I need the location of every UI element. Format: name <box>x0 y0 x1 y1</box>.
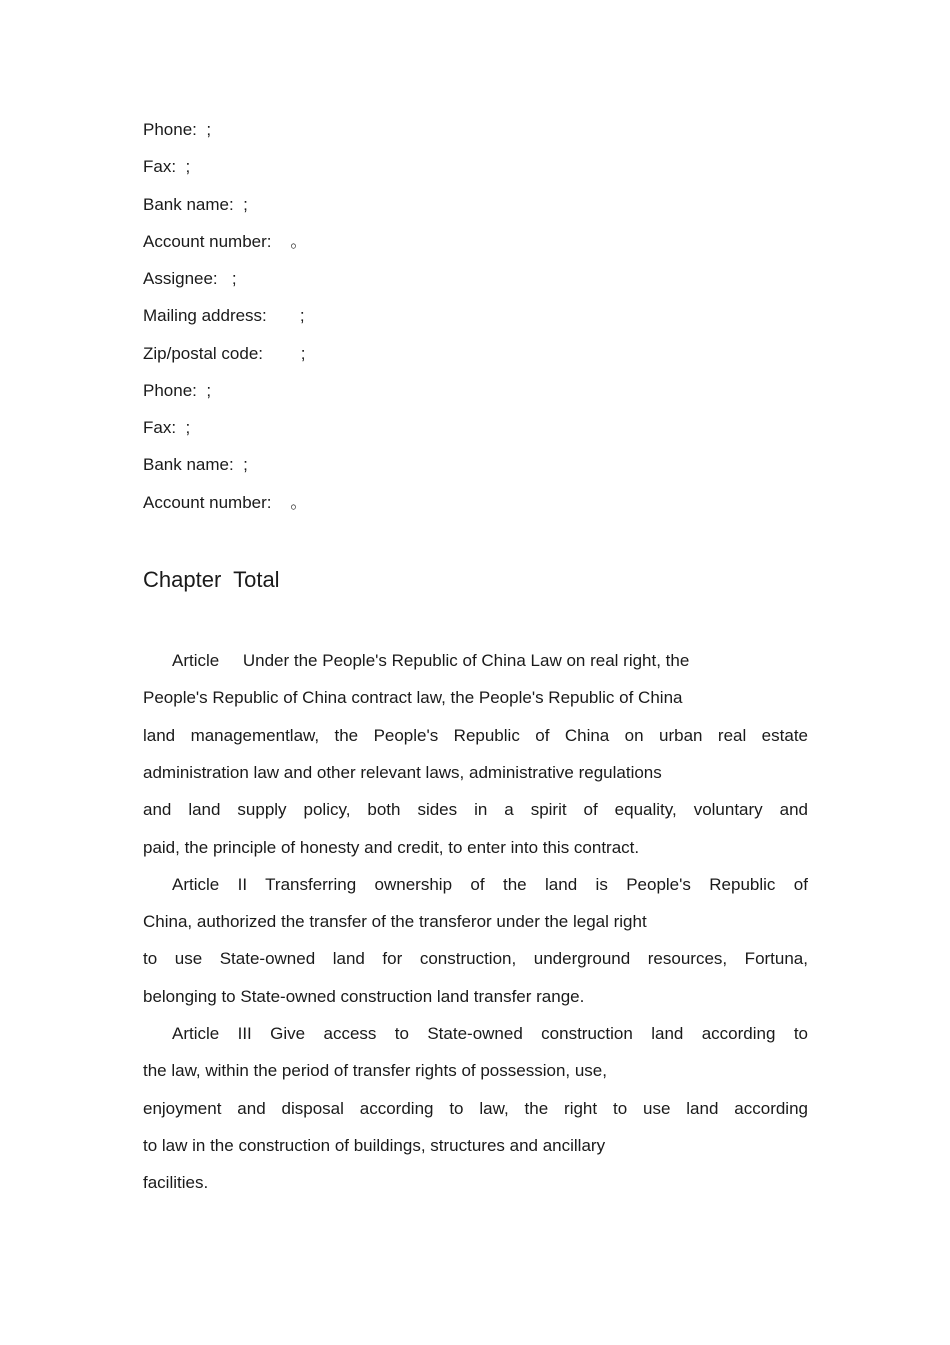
article-3-line-1: Article III Give access to State-owned construction land according to <box>172 1024 808 1043</box>
article-2-line-3: to use State-owned land for construction, underground resources, Fortuna, <box>143 949 808 968</box>
assignee-fax: Fax: ; <box>143 418 191 437</box>
article-3-line-2: the law, within the period of transfer rights of possession, use, <box>143 1061 607 1080</box>
article-1-line-5: and land supply policy, both sides in a spirit of equality, voluntary and <box>143 800 808 819</box>
article-1-line-3: land managementlaw, the People's Republic of China on urban real estate <box>143 726 808 745</box>
transferor-bank-name: Bank name: ; <box>143 195 248 214</box>
transferor-phone: Phone: ; <box>143 120 212 139</box>
article-1-line-6: paid, the principle of honesty and credit, to enter into this contract. <box>143 838 640 857</box>
assignee-mailing-address: Mailing address: ; <box>143 306 305 325</box>
chapter-title: Chapter Total <box>143 567 280 592</box>
article-3-line-4: to law in the construction of buildings, structures and ancillary <box>143 1136 606 1155</box>
article-2-line-4: belonging to State-owned construction land transfer range. <box>143 987 585 1006</box>
transferor-fax: Fax: ; <box>143 157 191 176</box>
assignee-name: Assignee: ; <box>143 269 237 288</box>
assignee-phone: Phone: ; <box>143 381 212 400</box>
article-1-line-1: Article Under the People's Republic of China Law on real right, the <box>172 651 690 670</box>
article-3-line-5: facilities. <box>143 1173 209 1192</box>
article-3-line-3: enjoyment and disposal according to law, the right to use land according <box>143 1099 808 1118</box>
article-1-line-4: administration law and other relevant laws, administrative regulations <box>143 763 662 782</box>
article-2-line-1: Article II Transferring ownership of the land is People's Republic of <box>172 875 808 894</box>
article-2-line-2: China, authorized the transfer of the transferor under the legal right <box>143 912 647 931</box>
assignee-account-number: Account number: 。 <box>143 493 308 512</box>
article-1-line-2: People's Republic of China contract law, the People's Republic of China <box>143 688 683 707</box>
assignee-zip-code: Zip/postal code: ; <box>143 344 306 363</box>
transferor-account-number: Account number: 。 <box>143 232 308 251</box>
assignee-bank-name: Bank name: ; <box>143 455 248 474</box>
